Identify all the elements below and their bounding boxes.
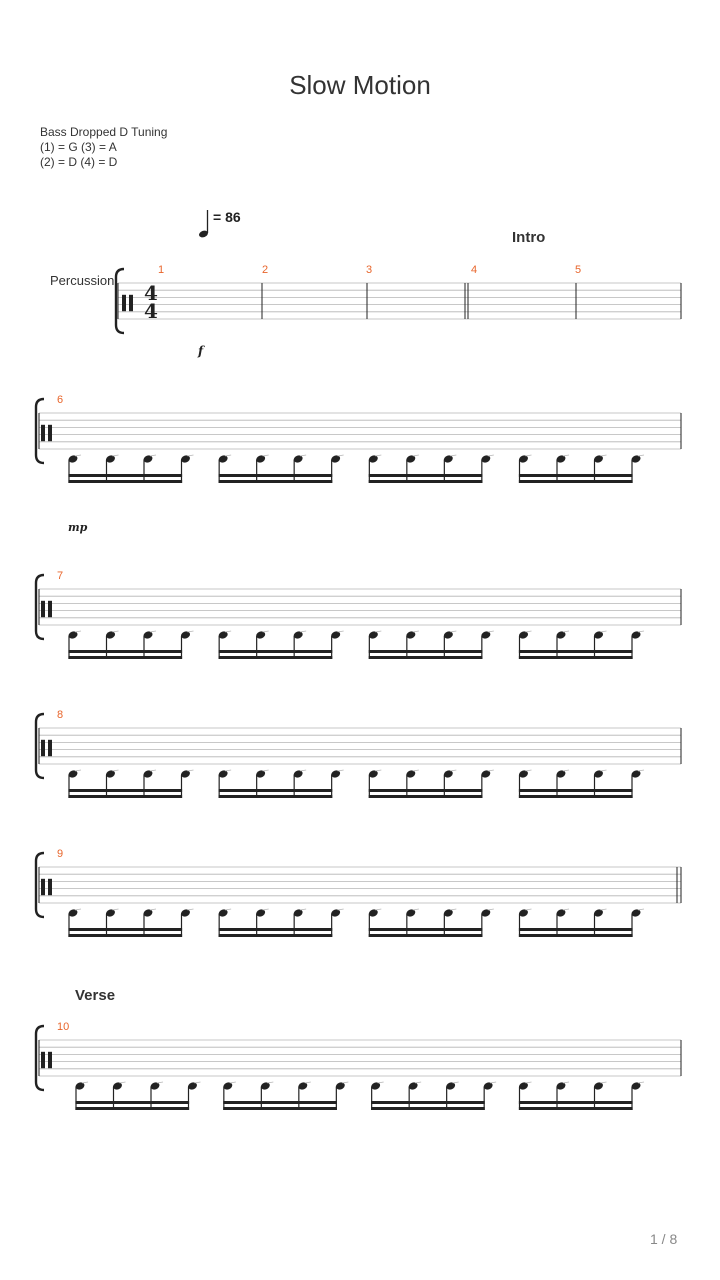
- measure-number: 9: [57, 848, 64, 860]
- ledger-line: [263, 631, 269, 632]
- tuning-line-1: (1) = G (3) = A: [40, 140, 117, 154]
- note-beam: [219, 650, 333, 653]
- ledger-line: [305, 1082, 311, 1083]
- tempo-marking: = 86: [213, 209, 241, 225]
- percussion-clef: [48, 879, 52, 895]
- ledger-line: [601, 631, 607, 632]
- ledger-line: [300, 909, 306, 910]
- percussion-clef: [41, 1052, 45, 1068]
- note-beam: [223, 1101, 337, 1104]
- ledger-line: [563, 909, 569, 910]
- note-beam: [519, 656, 633, 659]
- ledger-line: [601, 909, 607, 910]
- ledger-line: [188, 770, 194, 771]
- ledger-line: [113, 631, 119, 632]
- ledger-line: [450, 455, 456, 456]
- note-beam: [68, 650, 182, 653]
- percussion-clef: [129, 295, 133, 311]
- ledger-line: [188, 631, 194, 632]
- ledger-line: [120, 1082, 126, 1083]
- ledger-line: [375, 909, 381, 910]
- note-beam: [369, 934, 483, 937]
- ledger-line: [300, 455, 306, 456]
- ledger-line: [75, 455, 81, 456]
- ledger-line: [338, 631, 344, 632]
- measure-number: 3: [366, 264, 373, 276]
- dynamic-mezzo-piano: mp: [68, 521, 88, 534]
- note-beam: [519, 474, 633, 477]
- ledger-line: [488, 909, 494, 910]
- staff-system: [116, 264, 681, 333]
- ledger-line: [75, 770, 81, 771]
- ledger-line: [601, 770, 607, 771]
- note-beam: [68, 656, 182, 659]
- ledger-line: [638, 455, 644, 456]
- note-beam: [369, 656, 483, 659]
- ledger-line: [488, 455, 494, 456]
- note-beam: [68, 789, 182, 792]
- percussion-clef: [48, 1052, 52, 1068]
- ledger-line: [375, 455, 381, 456]
- ledger-line: [230, 1082, 236, 1083]
- ledger-line: [526, 1082, 532, 1083]
- note-beam: [519, 480, 633, 483]
- ledger-line: [157, 1082, 163, 1083]
- ledger-line: [150, 770, 156, 771]
- ledger-line: [638, 1082, 644, 1083]
- ledger-line: [638, 770, 644, 771]
- ledger-line: [150, 455, 156, 456]
- ledger-line: [225, 455, 231, 456]
- ledger-line: [526, 631, 532, 632]
- section-label-intro: Intro: [512, 229, 546, 246]
- percussion-clef: [48, 425, 52, 441]
- staff-system: [36, 848, 681, 937]
- note-beam: [519, 928, 633, 931]
- note-beam: [219, 656, 333, 659]
- ledger-line: [563, 770, 569, 771]
- ledger-line: [413, 631, 419, 632]
- page-indicator: 1 / 8: [650, 1231, 678, 1247]
- note-beam: [371, 1107, 485, 1110]
- measure-number: 10: [57, 1021, 70, 1033]
- staff-system: [36, 1021, 681, 1110]
- measure-number: 5: [575, 264, 582, 276]
- ledger-line: [563, 1082, 569, 1083]
- note-beam: [68, 795, 182, 798]
- percussion-clef: [48, 740, 52, 756]
- measure-number: 2: [262, 264, 269, 276]
- note-beam: [369, 480, 483, 483]
- note-beam: [519, 1107, 633, 1110]
- note-beam: [75, 1101, 189, 1104]
- ledger-line: [450, 631, 456, 632]
- ledger-line: [526, 770, 532, 771]
- tuning-name: Bass Dropped D Tuning: [40, 125, 168, 139]
- percussion-clef: [41, 601, 45, 617]
- measure-number: 6: [57, 394, 64, 406]
- note-beam: [75, 1107, 189, 1110]
- ledger-line: [563, 455, 569, 456]
- ledger-line: [601, 455, 607, 456]
- ledger-line: [75, 909, 81, 910]
- measure-number: 4: [471, 264, 478, 276]
- ledger-line: [342, 1082, 348, 1083]
- percussion-clef: [41, 740, 45, 756]
- ledger-line: [490, 1082, 496, 1083]
- ledger-line: [150, 909, 156, 910]
- ledger-line: [113, 770, 119, 771]
- ledger-line: [338, 770, 344, 771]
- note-beam: [68, 474, 182, 477]
- ledger-line: [225, 770, 231, 771]
- ledger-line: [488, 770, 494, 771]
- ledger-line: [300, 631, 306, 632]
- percussion-clef: [41, 879, 45, 895]
- note-beam: [369, 474, 483, 477]
- dynamic-forte: f: [198, 344, 204, 358]
- note-beam: [219, 928, 333, 931]
- ledger-line: [263, 770, 269, 771]
- note-beam: [223, 1107, 337, 1110]
- note-beam: [519, 650, 633, 653]
- note-beam: [219, 480, 333, 483]
- ledger-line: [225, 909, 231, 910]
- ledger-line: [375, 631, 381, 632]
- ledger-line: [113, 909, 119, 910]
- instrument-name: Percussion: [50, 273, 115, 288]
- note-beam: [519, 934, 633, 937]
- ledger-line: [453, 1082, 459, 1083]
- note-beam: [219, 934, 333, 937]
- ledger-line: [563, 631, 569, 632]
- ledger-line: [263, 909, 269, 910]
- ledger-line: [113, 455, 119, 456]
- time-signature-denominator: 4: [144, 299, 158, 323]
- note-beam: [219, 795, 333, 798]
- ledger-line: [150, 631, 156, 632]
- ledger-line: [378, 1082, 384, 1083]
- measure-number: 8: [57, 709, 64, 721]
- note-beam: [369, 789, 483, 792]
- ledger-line: [375, 770, 381, 771]
- ledger-line: [601, 1082, 607, 1083]
- ledger-line: [188, 455, 194, 456]
- measure-number: 1: [158, 264, 165, 276]
- ledger-line: [188, 909, 194, 910]
- note-beam: [68, 934, 182, 937]
- percussion-clef: [48, 601, 52, 617]
- ledger-line: [415, 1082, 421, 1083]
- note-beam: [371, 1101, 485, 1104]
- ledger-line: [413, 909, 419, 910]
- ledger-line: [82, 1082, 88, 1083]
- staff-system: [36, 394, 681, 483]
- ledger-line: [488, 631, 494, 632]
- measure-number: 7: [57, 570, 64, 582]
- ledger-line: [338, 455, 344, 456]
- ledger-line: [225, 631, 231, 632]
- note-beam: [219, 789, 333, 792]
- note-beam: [519, 795, 633, 798]
- ledger-line: [195, 1082, 201, 1083]
- ledger-line: [638, 631, 644, 632]
- ledger-line: [413, 455, 419, 456]
- percussion-clef: [122, 295, 126, 311]
- note-beam: [68, 928, 182, 931]
- percussion-clef: [41, 425, 45, 441]
- staff-system: [36, 570, 681, 659]
- ledger-line: [263, 455, 269, 456]
- time-signature-numerator: 4: [144, 281, 158, 305]
- ledger-line: [300, 770, 306, 771]
- note-beam: [369, 795, 483, 798]
- ledger-line: [526, 455, 532, 456]
- ledger-line: [75, 631, 81, 632]
- note-beam: [68, 480, 182, 483]
- note-beam: [219, 474, 333, 477]
- ledger-line: [267, 1082, 273, 1083]
- note-beam: [369, 928, 483, 931]
- ledger-line: [526, 909, 532, 910]
- section-label-verse: Verse: [75, 987, 116, 1004]
- staff-system: [36, 709, 681, 798]
- ledger-line: [450, 909, 456, 910]
- note-beam: [369, 650, 483, 653]
- tuning-line-2: (2) = D (4) = D: [40, 155, 118, 169]
- ledger-line: [638, 909, 644, 910]
- ledger-line: [413, 770, 419, 771]
- ledger-line: [338, 909, 344, 910]
- ledger-line: [450, 770, 456, 771]
- note-beam: [519, 1101, 633, 1104]
- note-beam: [519, 789, 633, 792]
- score-title: Slow Motion: [289, 70, 431, 100]
